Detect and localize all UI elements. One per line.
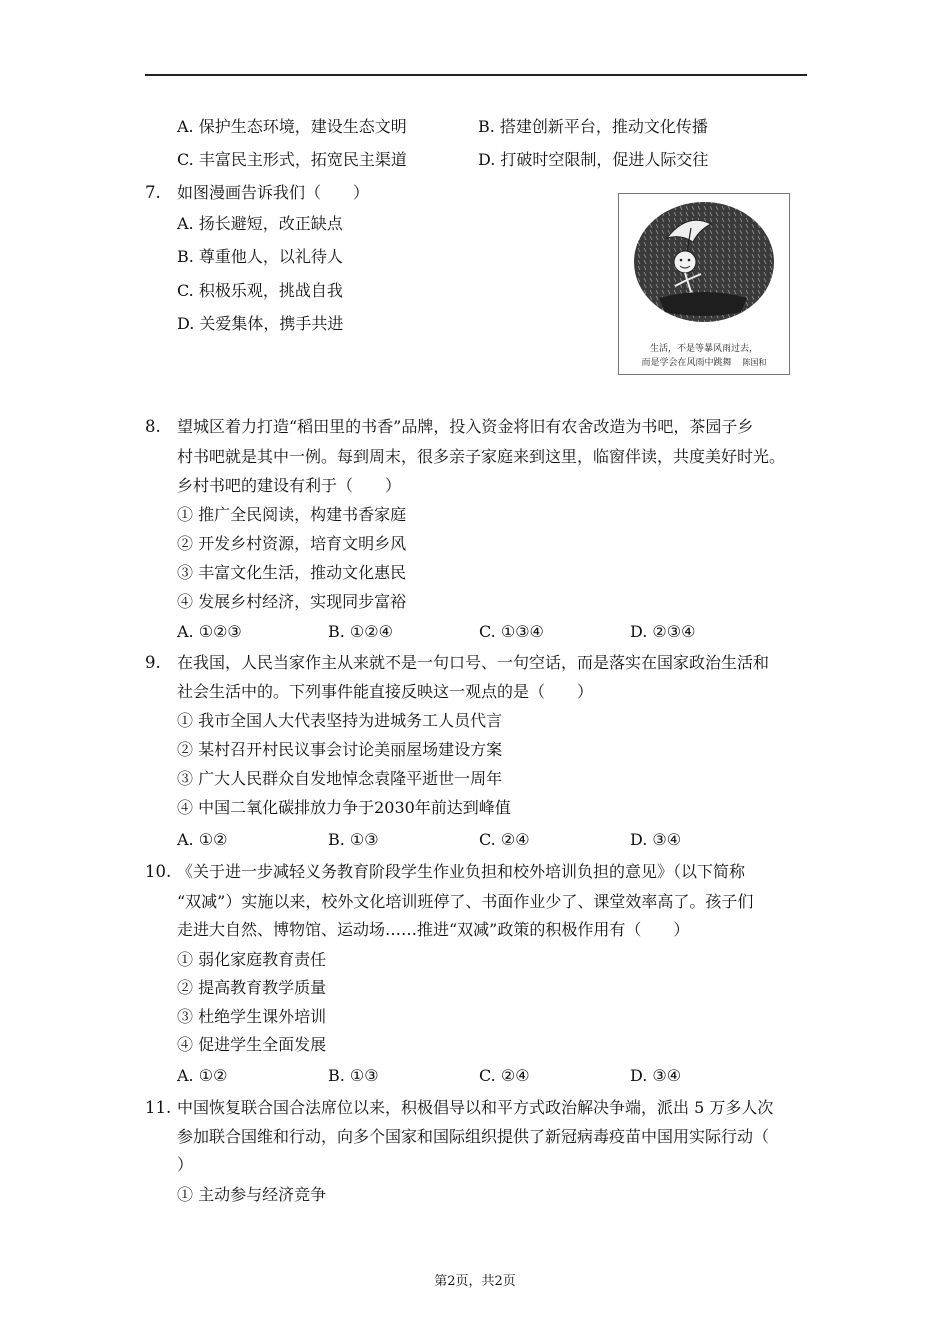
q7-option-c[interactable]: C. 积极乐观，挑战自我 [177, 281, 343, 300]
q8-option-d[interactable]: D. ②③④ [630, 622, 696, 641]
q11-item-1: ① 主动参与经济竞争 [177, 1185, 327, 1204]
q9-item-2: ② 某村召开村民议事会讨论美丽屋场建设方案 [177, 740, 503, 759]
q6-option-b[interactable]: B. 搭建创新平台，推动文化传播 [478, 117, 708, 136]
q7-cartoon [618, 193, 790, 375]
q8-option-a[interactable]: A. ①②③ [177, 622, 242, 641]
dancer-head [674, 251, 696, 273]
q9-option-a[interactable]: A. ①② [177, 830, 228, 849]
cartoon-illustration [619, 194, 789, 344]
q10-stem-line-1: 《关于进一步减轻义务教育阶段学生作业负担和校外培训负担的意见》（以下简称 [177, 862, 746, 881]
q9-option-c[interactable]: C. ②④ [479, 830, 530, 849]
q10-option-c[interactable]: C. ②④ [479, 1066, 530, 1085]
q10-number: 10. [145, 862, 172, 881]
q7-option-a[interactable]: A. 扬长避短，改正缺点 [177, 214, 343, 233]
q6-option-a[interactable]: A. 保护生态环境，建设生态文明 [177, 117, 407, 136]
q11-stem-line-3: ） [177, 1155, 194, 1174]
q7-option-d[interactable]: D. 关爱集体，携手共进 [177, 314, 344, 333]
q10-item-1: ① 弱化家庭教育责任 [177, 950, 327, 969]
q10-stem-line-2: “双减”）实施以来，校外文化培训班停了、书面作业少了、课堂效率高了。孩子们 [177, 892, 754, 911]
q8-stem-line-1: 望城区着力打造“稻田里的书香”品牌，投入资金将旧有农舍改造为书吧，茶园子乡 [177, 417, 754, 436]
q8-item-2: ② 开发乡村资源，培育文明乡风 [177, 534, 407, 553]
q10-option-d[interactable]: D. ③④ [630, 1066, 682, 1085]
q8-item-4: ④ 发展乡村经济，实现同步富裕 [177, 592, 407, 611]
q9-option-d[interactable]: D. ③④ [630, 830, 682, 849]
header-rule [145, 74, 807, 76]
q11-stem-line-1: 中国恢复联合国合法席位以来，积极倡导以和平方式政治解决争端，派出 5 万多人次 [177, 1098, 774, 1117]
q9-stem-line-2: 社会生活中的。下列事件能直接反映这一观点的是（ ） [177, 682, 594, 701]
q11-stem-line-2: 参加联合国维和行动，向多个国家和国际组织提供了新冠病毒疫苗中国用实际行动（ [177, 1127, 770, 1146]
q10-option-b[interactable]: B. ①③ [328, 1066, 379, 1085]
q7-option-b[interactable]: B. 尊重他人，以礼待人 [177, 247, 343, 266]
q9-stem-line-1: 在我国，人民当家作主从来就不是一句口号、一句空话，而是落实在国家政治生活和 [177, 653, 770, 672]
q10-item-4: ④ 促进学生全面发展 [177, 1035, 327, 1054]
q7-number: 7. [145, 183, 161, 202]
q9-item-4: ④ 中国二氧化碳排放力争于2030年前达到峰值 [177, 798, 511, 817]
cartoon-caption-2: 而是学会在风雨中跳舞 [641, 358, 732, 368]
q6-option-d[interactable]: D. 打破时空限制，促进人际交往 [478, 150, 709, 169]
q8-option-b[interactable]: B. ①②④ [328, 622, 393, 641]
cartoon-author: 陈国和 [742, 358, 767, 367]
q6-option-c[interactable]: C. 丰富民主形式，拓宽民主渠道 [177, 150, 407, 169]
puddle-ground [659, 292, 747, 316]
q8-item-3: ③ 丰富文化生活，推动文化惠民 [177, 563, 407, 582]
q10-option-a[interactable]: A. ①② [177, 1066, 228, 1085]
q8-number: 8. [145, 417, 161, 436]
q8-stem-line-3: 乡村书吧的建设有利于（ ） [177, 476, 402, 495]
page-footer: 第2页，共2页 [434, 1274, 516, 1289]
q10-item-2: ② 提高教育教学质量 [177, 978, 327, 997]
q10-item-3: ③ 杜绝学生课外培训 [177, 1007, 327, 1026]
q10-stem-line-3: 走进大自然、博物馆、运动场……推进“双减”政策的积极作用有（ ） [177, 920, 690, 939]
q11-number: 11. [145, 1098, 172, 1117]
q8-option-c[interactable]: C. ①③④ [479, 622, 544, 641]
q9-option-b[interactable]: B. ①③ [328, 830, 379, 849]
cartoon-caption-1: 生活，不是等暴风雨过去， [649, 344, 758, 354]
q9-item-1: ① 我市全国人大代表坚持为进城务工人员代言 [177, 711, 503, 730]
q9-item-3: ③ 广大人民群众自发地悼念袁隆平逝世一周年 [177, 769, 503, 788]
q9-number: 9. [145, 653, 161, 672]
q8-item-1: ① 推广全民阅读，构建书香家庭 [177, 505, 407, 524]
q8-stem-line-2: 村书吧就是其中一例。每到周末，很多亲子家庭来到这里，临窗伴读，共度美好时光。 [177, 447, 786, 466]
q7-stem: 如图漫画告诉我们（ ） [177, 183, 370, 202]
